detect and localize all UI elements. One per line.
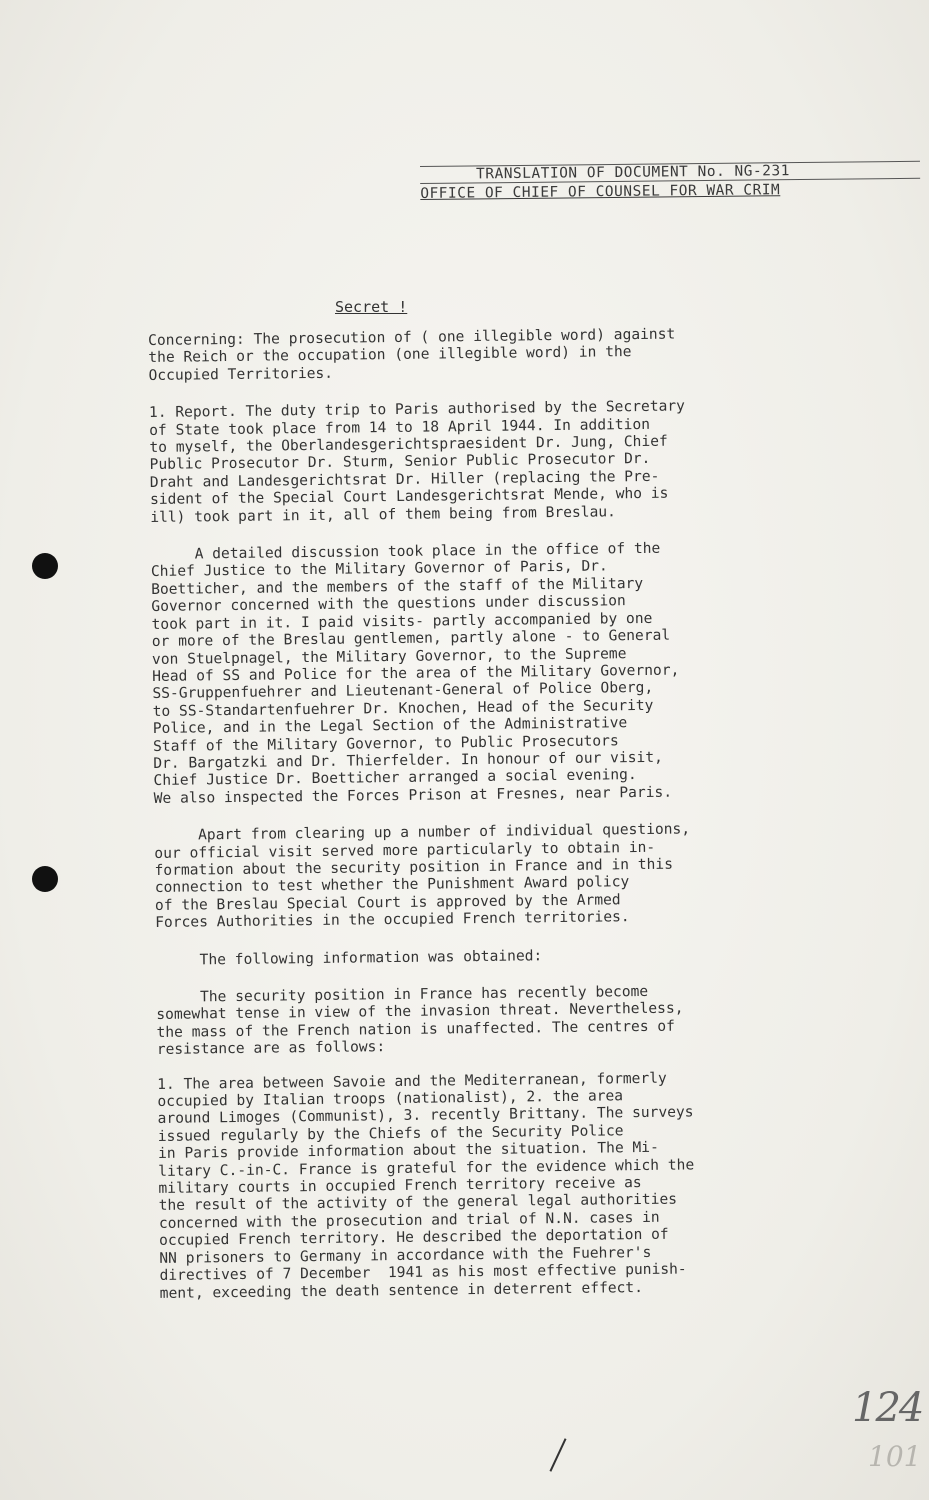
- text-line: occupied French territory. He described the deportation of: [158, 1225, 669, 1250]
- text-line: connection to test whether the Punishment Award policy: [154, 873, 630, 897]
- text-line: to myself, the Oberlandesgerichtspraesident Dr. Jung, Chief: [149, 432, 668, 457]
- text-line: in Paris provide information about the situation. The Mi-: [157, 1139, 659, 1163]
- text-line: to SS-Standartenfuehrer Dr. Knochen, Head of the Security: [152, 696, 654, 720]
- handwritten-faint-number: 101: [868, 1440, 922, 1473]
- text-line: our official visit served more particularly to obtain in-: [154, 838, 656, 862]
- text-line: ment, exceeding the death sentence in deterrent effect.: [159, 1278, 644, 1302]
- text-line: The following information was obtained:: [155, 946, 543, 969]
- text-line: ill) took part in it, all of them being from Breslau.: [150, 502, 617, 526]
- text-line: Draht and Landesgerichtsrat Dr. Hiller (replacing the Pre-: [149, 467, 660, 491]
- text-line: resistance are as follows:: [156, 1038, 386, 1059]
- text-line: Dr. Bargatzki and Dr. Thierfelder. In honour of our visit,: [153, 748, 663, 772]
- text-line: von Stuelpnagel, the Military Governor, to the Supreme: [151, 644, 627, 668]
- text-line: concerned with the prosecution and trial of N.N. cases in: [158, 1208, 660, 1232]
- text-line: of State took place from 14 to 18 April 1944. In addition: [149, 415, 651, 439]
- punch-hole-lower: [32, 866, 58, 892]
- text-line: Public Prosecutor Dr. Sturm, Senior Public Prosecutor Dr.: [149, 450, 651, 474]
- text-line: issued regularly by the Chiefs of the Security Police: [157, 1122, 624, 1145]
- text-line: NN prisoners to Germany in accordance with the Fuehrer's: [159, 1243, 652, 1267]
- text-line: Chief Justice Dr. Boetticher arranged a social evening.: [153, 766, 637, 790]
- paragraph-concerning: [148, 323, 909, 384]
- text-line: the Reich or the occupation (one illegible word) in the: [148, 343, 632, 367]
- text-line: Head of SS and Police for the area of the Military Governor,: [152, 661, 680, 685]
- text-line: We also inspected the Forces Prison at Fresnes, near Paris.: [153, 783, 673, 807]
- document-body: [148, 323, 920, 1302]
- text-line: A detailed discussion took place in the office of the: [150, 539, 661, 564]
- text-line: military courts in occupied French territory receive as: [158, 1174, 642, 1197]
- text-line: Chief Justice to the Military Governor of Paris, Dr.: [150, 557, 608, 581]
- header-document-number: TRANSLATION OF DOCUMENT No. NG-231: [420, 161, 920, 184]
- text-line: occupied by Italian troops (nationalist), 2. the area: [157, 1087, 624, 1110]
- text-line: Occupied Territories.: [148, 364, 334, 384]
- text-line: litary C.-in-C. France is grateful for the evidence which the: [158, 1156, 695, 1180]
- text-line: 1. Report. The duty trip to Paris authorised by the Secretary: [148, 397, 686, 422]
- text-line: the result of the activity of the general legal authorities: [158, 1191, 678, 1215]
- document-header: [420, 161, 920, 204]
- text-line: took part in it. I paid visits- partly accompanied by one: [151, 609, 653, 633]
- text-line: Governor concerned with the questions under discussion: [151, 592, 626, 616]
- paragraph-resistance-centres: [157, 1066, 920, 1302]
- handwritten-page-number: 124: [852, 1385, 923, 1431]
- text-line: Apart from clearing up a number of individual questions,: [154, 820, 691, 845]
- text-line: of the Breslau Special Court is approved by the Armed: [154, 891, 621, 914]
- text-line: Concerning: The prosecution of ( one illegible word) against: [148, 325, 676, 349]
- text-line: or more of the Breslau gentlemen, partly alone - to General: [151, 626, 671, 651]
- text-line: formation about the security position in France and in this: [154, 855, 674, 879]
- text-line: 1. The area between Savoie and the Mediterranean, formerly: [157, 1069, 667, 1093]
- text-line: The security position in France has recently become: [156, 982, 649, 1006]
- text-line: the mass of the French nation is unaffected. The centres of: [156, 1017, 676, 1041]
- text-line: Staff of the Military Governor, to Public Prosecutors: [152, 731, 619, 755]
- text-line: around Limoges (Communist), 3. recently Brittany. The surveys: [157, 1103, 694, 1128]
- handwritten-mark: [549, 1438, 566, 1471]
- text-line: directives of 7 December 1941 as his most effective punish-: [159, 1260, 687, 1285]
- paragraph-report: [149, 395, 910, 526]
- text-line: Forces Authorities in the occupied French territories.: [155, 908, 630, 932]
- text-line: Boetticher, and the members of the staff of the Military: [151, 574, 644, 598]
- header-office: OFFICE OF CHIEF OF COUNSEL FOR WAR CRIM: [420, 182, 781, 202]
- text-line: SS-Gruppenfuehrer and Lieutenant-General of Police Oberg,: [152, 679, 654, 703]
- classification-label: Secret !: [335, 298, 408, 316]
- punch-hole-upper: [32, 553, 58, 579]
- text-line: sident of the Special Court Landesgerichtsrat Mende, who is: [149, 484, 669, 509]
- paragraph-security-position: [156, 980, 917, 1059]
- text-line: somewhat tense in view of the invasion threat. Nevertheless,: [156, 999, 684, 1024]
- text-line: Police, and in the Legal Section of the Administrative: [152, 714, 628, 738]
- paragraph-discussion: [151, 537, 914, 807]
- paragraph-purpose: [154, 818, 915, 932]
